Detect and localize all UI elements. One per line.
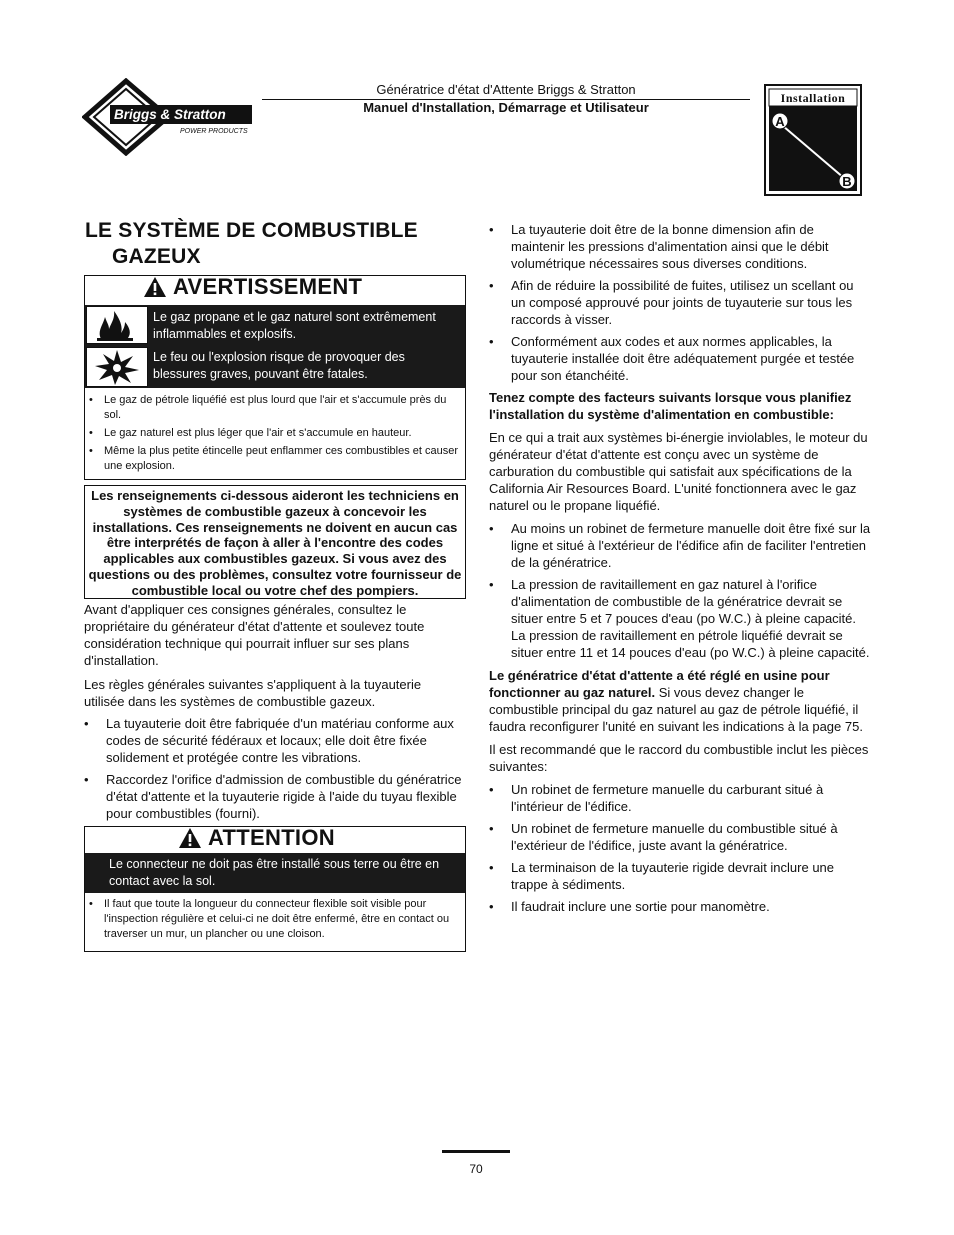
right-bullet: • La tuyauterie doit être de la bonne dimension afin de maintenir les pressions d'alimentation ainsi que le débit volumétrique nécessaires sous diverses conditions. <box>489 221 869 272</box>
right-bullet: • La pression de ravitaillement en gaz naturel à l'orifice d'alimentation de combustible de la génératrice devrait se situer entre 5 et 7 pouces d'eau (po W.C.) à pleine capacité. La pression de ravitaillement en pétrole liquéfié devrait se situer entre 11 et 14 pouces d'eau (po W.C.) à pleine capacité. <box>489 576 871 661</box>
right-bold-heading: Tenez compte des facteurs suivants lorsque vous planifiez l'installation du système d'alimentation en combustible: <box>489 390 852 422</box>
attention-title: ATTENTION <box>208 825 335 850</box>
right-bullet-list-3 <box>489 781 849 920</box>
notice-box: Les renseignements ci-dessous aideront les techniciens en systèmes de combustible gazeux à concevoir les installations. Ces renseignements ne doivent en aucun cas être interprétés de façon à aller à l'encontre des codes applicables aux combustibles gazeux. Si vous avez des questions ou des problèmes, consultez votre fournisseur de combustible local ou votre chef des pompiers. <box>84 485 466 599</box>
badge-b-label: B <box>842 174 852 189</box>
left-paragraph-1: Avant d'appliquer ces consignes générales, consultez le propriétaire du générateur d'état d'attente et soulevez toute considération technique qui pourrait influer sur ses plans d'installation. <box>84 602 425 668</box>
attention-bullet-list <box>86 897 458 945</box>
warning-bullet: • Le gaz de pétrole liquéfié est plus lourd que l'air et s'accumule près du sol. <box>86 393 458 423</box>
briggs-stratton-logo <box>82 78 254 156</box>
section-title <box>85 218 475 270</box>
page-number: 70 <box>469 1162 483 1176</box>
right-paragraph-2 <box>489 667 869 735</box>
explosion-icon <box>87 348 147 386</box>
explosion-hazard-icon-cell <box>86 347 148 387</box>
attention-row-text: Le connecteur ne doit pas être installé sous terre ou être en contact avec la sol. <box>109 857 440 888</box>
warning-row2-text: Le feu ou l'explosion risque de provoquer des blessures graves, pouvant être fatales. <box>153 350 405 381</box>
left-bullet: • La tuyauterie doit être fabriquée d'un matériau conforme aux codes de sécurité fédéraux et locaux; elle doit être fixée solidement et protégée contre les vibrations. <box>84 715 462 766</box>
warning-bullet: • Même la plus petite étincelle peut enflammer ces combustibles et causer une explosion. <box>86 444 458 474</box>
warning-bullet: • Le gaz naturel est plus léger que l'air et s'accumule en hauteur. <box>86 426 458 441</box>
attention-row <box>85 853 465 893</box>
badge-a-label: A <box>775 114 785 129</box>
page-number-bar <box>442 1150 510 1153</box>
left-paragraph-2: Les règles générales suivantes s'appliquent à la tuyauterie utilisée dans les systèmes de combustible gazeux. <box>84 677 422 709</box>
section-title-line1: LE SYSTÈME DE COMBUSTIBLE <box>85 219 418 242</box>
right-paragraph-2-rest: Si vous devez changer le combustible principal du gaz naturel au gaz de pétrole liquéfié, il faudra reconfigurer l'unité en suivant les indications à la page 75. <box>489 685 863 734</box>
right-bullet: • Au moins un robinet de fermeture manuelle doit être fixé sur la ligne et situé à l'extérieur de l'édifice afin de faciliter l'entretien de la génératrice. <box>489 520 871 571</box>
left-bullet-list <box>84 715 462 827</box>
warning-triangle-icon <box>143 276 167 298</box>
right-bullet: • La terminaison de la tuyauterie rigide devrait inclure une trappe à sédiments. <box>489 859 849 893</box>
section-title-line2: GAZEUX <box>112 245 201 268</box>
warning-title: AVERTISSEMENT <box>173 274 363 299</box>
installation-section-badge <box>764 84 862 196</box>
logo-text: Briggs & Stratton <box>114 107 226 122</box>
warning-row-explosion <box>85 345 465 388</box>
header-manual-title: Manuel d'Installation, Démarrage et Utilisateur <box>363 100 649 115</box>
warning-bullet-list <box>86 393 458 477</box>
right-bullet: • Conformément aux codes et aux normes applicables, la tuyauterie installée doit être adéquatement purgée et testée pour son étanchéité. <box>489 333 869 384</box>
attention-triangle-icon <box>178 827 202 849</box>
right-bullet-list-2 <box>489 520 871 666</box>
left-bullet: • Raccordez l'orifice d'admission de combustible du génératrice d'état d'attente et la tuyauterie rigide à l'aide du tuyau flexible pour combustibles (fourni). <box>84 771 462 822</box>
logo-subtext: POWER PRODUCTS <box>180 128 248 135</box>
right-paragraph-1: En ce qui a trait aux systèmes bi-énergie inviolables, le moteur du générateur d'état d'attente est conçu avec un système de carburation du combustible qui satisfait aux spécifications de la California Air Resources Board. L'unité fonctionnera avec le gaz naturel ou le propane liquéfié. <box>489 430 868 513</box>
warning-row-fire <box>85 305 465 345</box>
right-bullet: • Un robinet de fermeture manuelle du combustible situé à l'extérieur de l'édifice, juste avant la génératrice. <box>489 820 849 854</box>
fire-hazard-icon-cell <box>86 306 148 344</box>
badge-title: Installation <box>780 91 846 105</box>
fire-icon <box>87 307 147 343</box>
right-paragraph-3: Il est recommandé que le raccord du combustible inclut les pièces suivantes: <box>489 742 869 774</box>
attention-bullet: • Il faut que toute la longueur du connecteur flexible soit visible pour l'inspection régulière et celui-ci ne doit être enfermé, être en contact ou traverser un mur, un plancher ou une cloison. <box>86 897 458 942</box>
right-bullet: • Il faudrait inclure une sortie pour manomètre. <box>489 898 849 915</box>
warning-row1-text: Le gaz propane et le gaz naturel sont extrêmement inflammables et explosifs. <box>153 310 436 341</box>
right-paragraph-2-bold: Le génératrice d'état d'attente a été réglé en usine pour fonctionner au gaz naturel. <box>489 668 830 700</box>
right-bullet: • Afin de réduire la possibilité de fuites, utilisez un scellant ou un composé approuvé pour joints de tuyauterie sur tous les raccords à visser. <box>489 277 869 328</box>
right-bullet-list-1 <box>489 221 869 389</box>
header-product-name: Génératrice d'état d'Attente Briggs & Stratton <box>376 82 636 97</box>
right-bullet: • Un robinet de fermeture manuelle du carburant situé à l'intérieur de l'édifice. <box>489 781 849 815</box>
